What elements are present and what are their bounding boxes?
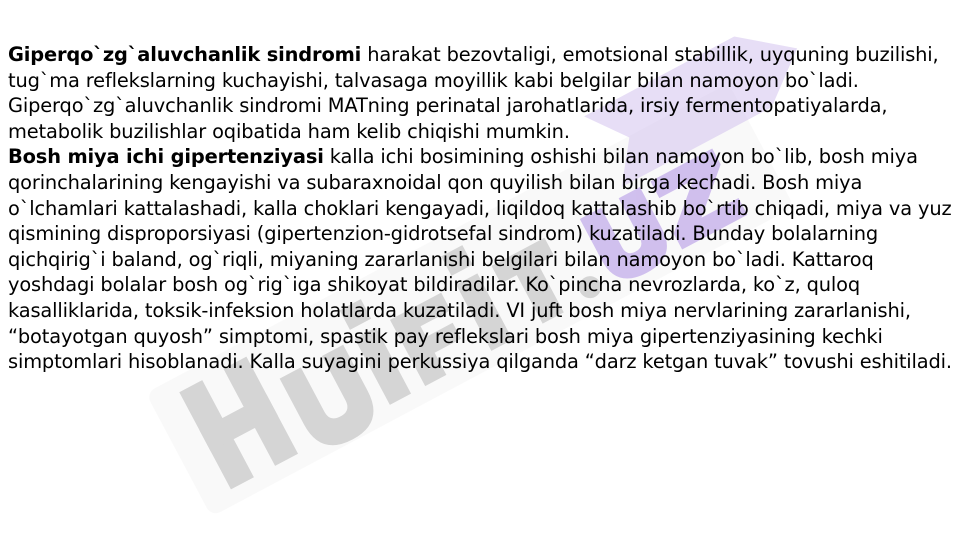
- term-intracranial-hypertension: Bosh miya ichi gipertenziyasi: [8, 145, 324, 169]
- paragraph1-text: harakat bezovtaligi, emotsional stabillik, uyquning buzilishi, tug`ma reflekslarning kuchayishi, talvasaga moyillik kabi belgilar bilan namoyon bo`ladi. Giperqo`zg`aluvchanlik sindromi MATning perinatal jarohatlarida, irsiy fermentopatiyalarda, metabolik buzilishlar oqibatida ham kelib chiqishi mumkin.: [8, 43, 939, 143]
- paragraph2-text: kalla ichi bosimining oshishi bilan namoyon bo`lib, bosh miya qorinchalarining kengayishi va subaraxnoidal qon quyilish bilan birga kechadi. Bosh miya o`lchamlari kattalashadi, kalla choklari kengayadi, liqildoq kattalashib bo`rtib chiqadi, miya va yuz qismining disproporsiyasi (gipertenzion-gidrotsefal sindrom) kuzatiladi. Bunday bolalarning qichqirig`i baland, og`riqli, miyaning zararlanishi belgilari bilan namoyon bo`ladi. Kattaroq yoshdagi bolalar bosh og`rig`iga shikoyat bildiradilar. Ko`pincha nevrozlarda, ko`z, quloq kasalliklarida, toksik-infeksion holatlarda kuzatiladi. VI juft bosh miya nervlarining zararlanishi, “botayotgan quyosh” simptomi, spastik pay reflekslari bosh miya gipertenziyasining kechki simptomlari hisoblanadi. Kalla suyagini perkussiya qilganda “darz ketgan tuvak” tovushi eshitiladi.: [8, 145, 952, 374]
- paragraph-intracranial-hypertension: [8, 144, 956, 374]
- paragraph-hyperexcitability: [8, 42, 956, 144]
- term-hyperexcitability: Giperqo`zg`aluvchanlik sindromi: [8, 43, 362, 66]
- body-text: [8, 42, 956, 375]
